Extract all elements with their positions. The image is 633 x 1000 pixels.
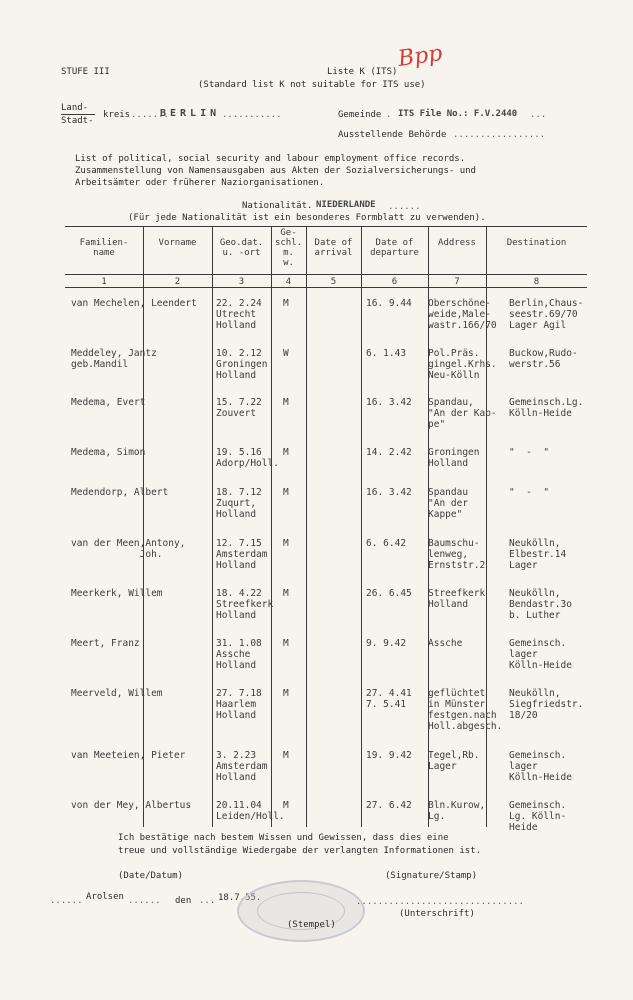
cell-birth: 27. 7.18 Haarlem Holland bbox=[216, 688, 262, 721]
land-divider bbox=[61, 114, 95, 115]
cell-birth: 20.11.04 Leiden/Holl. bbox=[216, 800, 285, 822]
signature-label: (Signature/Stamp) bbox=[385, 871, 478, 881]
date-value: 18.7.55. bbox=[218, 893, 262, 903]
document-page: STUFE III Liste K (ITS) (Standard list K not suitable for ITS use) Bpp Land- Stadt- kreis ....... BERLIN ........... Gemeinde . ITS File No.: F.V.2440 ... Ausstellende Behörde ................. List of political, social security and labour employment office records. Zusammenstellung von Namensausgaben aus Akten der Sozialversicherungs- und Arbeitsämter oder früherer Naziorganisationen. Nationalität. NIEDERLANDE ...... (Für jede Nationalität ist ein besonderes Formblatt zu verwenden). Familien- name Vorname Geo.dat. u. -ort Ge- schl. m. w. Date of arrival Date of departure Address Destination 1 2 3 4 5 6 7 8 van Mechelen, Leendert 22. 2.24 Utrecht Holland M 16. 9.44 Oberschöne- weide,Male- wastr.166/70 Berlin,Chaus- seestr.69/70 Lager Agil Meddeley, Jantz geb.Mandil 10. 2.12 Groningen Holland W 6. 1.43 Pol.Präs. gingel.Krhs. Neu-Kölln Buckow,Rudo- werstr.56 Medema, Evert 15. 7.22 Zouvert M 16. 3.42 Spandau, "An der Kap- pe" Gemeinsch.Lg. Kölln-Heide Medema, Simon 19. 5.16 Adorp/Holl. M 14. 2.42 Groningen Holland " - " Medendorp, Albert 18. 7.12 Zuqurt, Holland M 16. 3.42 Spandau "An der Kappe" " - " van der Meen,Antony, Joh. 12. 7.15 Amsterdam Holland M 6. 6.42 Baumschu- lenweg, Ernststr.2 Neukölln, Elbestr.14 Lager Meerkerk, Willem 18. 4.22 Streefkerk Holland M 26. 6.45 Streefkerk Holland Neukölln, Bendastr.3o b. Luther Meert, Franz 31. 1.08 Assche Holland M 9. 9.42 Assche Gemeinsch. lager Kölln-Heide Meerveld, Willem 27. 7.18 Haarlem Holland M 27. 4.41 7. 5.41 geflüchtet in Münster festgen.nach Holl.abgesch. Neukölln, Siegfriedstr. 18/20 van Meeteien, Pieter 3. 2.23 Amsterdam Holland M 19. 9.42 Tegel,Rb. Lager Gemeinsch. lager Kölln-Heide von der Mey, Albertus 20.11.04 Leiden/Holl. M 27. 6.42 Bln.Kurow, Lg. Gemeinsch. Lg. Kölln- Heide Ich bestätige nach bestem Wissen und Gewissen, dass dies eine treue und vollständige Wiedergabe der verlangten Informationen ist. (Date/Datum) (Signature/Stamp) ...... Arolsen ...... den ... 18.7.55. ............................... (Stempel) (Unterschrift) bbox=[0, 0, 633, 1000]
cell-destination: Neukölln, Elbestr.14 Lager bbox=[509, 538, 567, 571]
cell-departure: 6. 6.42 bbox=[366, 538, 407, 549]
cell-sex: M bbox=[283, 487, 289, 498]
col-number: 1 bbox=[101, 277, 107, 287]
liste-title: Liste K (ITS) bbox=[327, 67, 398, 77]
land-label: Land- bbox=[61, 103, 89, 113]
liste-subtitle: (Standard list K not suitable for ITS use) bbox=[198, 80, 426, 90]
behoerde-label: Ausstellende Behörde bbox=[338, 130, 447, 140]
col-number: 4 bbox=[285, 277, 292, 287]
cell-name: Medendorp, Albert bbox=[71, 487, 169, 498]
cell-birth: 15. 7.22 Zouvert bbox=[216, 397, 262, 419]
cell-departure: 14. 2.42 bbox=[366, 447, 412, 458]
cell-birth: 3. 2.23 Amsterdam Holland bbox=[216, 750, 268, 783]
confirmation-line-2: treue und vollständige Wiedergabe der verlangten Informationen ist. bbox=[118, 846, 482, 856]
cell-sex: M bbox=[283, 447, 289, 458]
cell-destination: Gemeinsch.Lg. Kölln-Heide bbox=[509, 397, 584, 419]
handwritten-mark: Bpp bbox=[396, 41, 444, 72]
cell-sex: M bbox=[283, 688, 289, 699]
cell-birth: 22. 2.24 Utrecht Holland bbox=[216, 298, 262, 331]
cell-name: Meerkerk, Willem bbox=[71, 588, 163, 599]
stufe-label: STUFE III bbox=[61, 67, 110, 77]
col-number: 8 bbox=[533, 277, 540, 287]
cell-departure: 16. 9.44 bbox=[366, 298, 412, 309]
cell-departure: 16. 3.42 bbox=[366, 397, 412, 408]
unterschrift-label: (Unterschrift) bbox=[399, 909, 475, 919]
gemeinde-value: ITS File No.: F.V.2440 bbox=[398, 109, 518, 119]
cell-name: van der Meen,Antony, Joh. bbox=[71, 538, 186, 560]
cell-destination: Neukölln, Siegfriedstr. 18/20 bbox=[509, 688, 584, 721]
stadt-label: Stadt- bbox=[61, 116, 94, 126]
cell-departure: 26. 6.45 bbox=[366, 588, 412, 599]
cell-sex: M bbox=[283, 638, 289, 649]
col-header-destination: Destination bbox=[506, 238, 567, 248]
intro-line-2: Zusammenstellung von Namensausgaben aus Akten der Sozialversicherungs- und bbox=[75, 166, 476, 176]
cell-address: geflüchtet in Münster festgen.nach Holl.abgesch. bbox=[428, 688, 503, 732]
cell-destination: " - " bbox=[509, 447, 550, 458]
cell-name: Medema, Evert bbox=[71, 397, 146, 408]
col-header-address: Address bbox=[438, 238, 476, 248]
cell-destination: Buckow,Rudo- werstr.56 bbox=[509, 348, 578, 370]
col-header-arrival: Date of arrival bbox=[314, 238, 353, 258]
cell-destination: " - " bbox=[509, 487, 550, 498]
cell-birth: 10. 2.12 Groningen Holland bbox=[216, 348, 268, 381]
cell-departure: 16. 3.42 bbox=[366, 487, 412, 498]
cell-name: van Mechelen, Leendert bbox=[71, 298, 197, 309]
date-label: (Date/Datum) bbox=[118, 871, 184, 881]
cell-sex: M bbox=[283, 588, 289, 599]
col-header-firstname: Vorname bbox=[158, 238, 197, 248]
confirmation-line-1: Ich bestätige nach bestem Wissen und Gewissen, dass dies eine bbox=[118, 833, 449, 843]
cell-departure: 19. 9.42 bbox=[366, 750, 412, 761]
col-number: 2 bbox=[174, 277, 181, 287]
cell-sex: W bbox=[283, 348, 289, 359]
col-header-sex: Ge- schl. m. w. bbox=[274, 228, 303, 268]
cell-name: Meert, Franz bbox=[71, 638, 140, 649]
cell-address: Baumschu- lenweg, Ernststr.2 bbox=[428, 538, 486, 571]
den-label: den bbox=[175, 896, 192, 906]
gemeinde-label: Gemeinde bbox=[338, 110, 382, 120]
cell-sex: M bbox=[283, 750, 289, 761]
cell-destination: Berlin,Chaus- seestr.69/70 Lager Agil bbox=[509, 298, 584, 331]
nationality-note: (Für jede Nationalität ist ein besonderes Formblatt zu verwenden). bbox=[128, 213, 486, 223]
official-stamp bbox=[237, 880, 365, 942]
cell-departure: 27. 4.41 7. 5.41 bbox=[366, 688, 412, 710]
cell-address: Assche bbox=[428, 638, 463, 649]
cell-name: Medema, Simon bbox=[71, 447, 146, 458]
cell-name: Meerveld, Willem bbox=[71, 688, 163, 699]
col-number: 6 bbox=[391, 277, 398, 287]
cell-sex: M bbox=[283, 298, 289, 309]
cell-destination: Neukölln, Bendastr.3o b. Luther bbox=[509, 588, 572, 621]
cell-name: von der Mey, Albertus bbox=[71, 800, 192, 811]
col-header-surname: Familien- name bbox=[79, 238, 129, 258]
cell-destination: Gemeinsch. lager Kölln-Heide bbox=[509, 750, 572, 783]
cell-departure: 6. 1.43 bbox=[366, 348, 407, 359]
cell-destination: Gemeinsch. Lg. Kölln- Heide bbox=[509, 800, 567, 833]
cell-name: Meddeley, Jantz geb.Mandil bbox=[71, 348, 157, 370]
cell-birth: 31. 1.08 Assche Holland bbox=[216, 638, 262, 671]
place-value: Arolsen bbox=[86, 892, 124, 902]
kreis-value: BERLIN bbox=[160, 108, 221, 119]
cell-sex: M bbox=[283, 800, 289, 811]
col-number: 5 bbox=[330, 277, 337, 287]
kreis-label: kreis bbox=[103, 110, 131, 120]
cell-departure: 27. 6.42 bbox=[366, 800, 412, 811]
col-number: 3 bbox=[238, 277, 245, 287]
cell-destination: Gemeinsch. lager Kölln-Heide bbox=[509, 638, 572, 671]
cell-birth: 18. 7.12 Zuqurt, Holland bbox=[216, 487, 262, 520]
cell-birth: 19. 5.16 Adorp/Holl. bbox=[216, 447, 279, 469]
stempel-label: (Stempel) bbox=[287, 920, 336, 930]
cell-address: Spandau, "An der Kap- pe" bbox=[428, 397, 497, 430]
nationality-value: NIEDERLANDE bbox=[316, 200, 376, 210]
cell-address: Spandau "An der Kappe" bbox=[428, 487, 469, 520]
cell-birth: 12. 7.15 Amsterdam Holland bbox=[216, 538, 268, 571]
nationality-label: Nationalität. bbox=[242, 201, 313, 211]
cell-address: Streefkerk Holland bbox=[428, 588, 486, 610]
cell-sex: M bbox=[283, 538, 289, 549]
cell-name: van Meeteien, Pieter bbox=[71, 750, 186, 761]
cell-departure: 9. 9.42 bbox=[366, 638, 407, 649]
cell-address: Oberschöne- weide,Male- wastr.166/70 bbox=[428, 298, 497, 331]
cell-address: Pol.Präs. gingel.Krhs. Neu-Kölln bbox=[428, 348, 497, 381]
col-number: 7 bbox=[454, 277, 460, 287]
col-header-birth: Geo.dat. u. -ort bbox=[219, 238, 264, 258]
intro-line-3: Arbeitsämter oder früherer Naziorganisationen. bbox=[75, 178, 325, 188]
intro-line-1: List of political, social security and labour employment office records. bbox=[75, 154, 466, 164]
cell-sex: M bbox=[283, 397, 289, 408]
cell-address: Bln.Kurow, Lg. bbox=[428, 800, 486, 822]
cell-address: Groningen Holland bbox=[428, 447, 480, 469]
cell-birth: 18. 4.22 Streefkerk Holland bbox=[216, 588, 274, 621]
col-header-departure: Date of departure bbox=[370, 238, 419, 258]
cell-address: Tegel,Rb. Lager bbox=[428, 750, 480, 772]
